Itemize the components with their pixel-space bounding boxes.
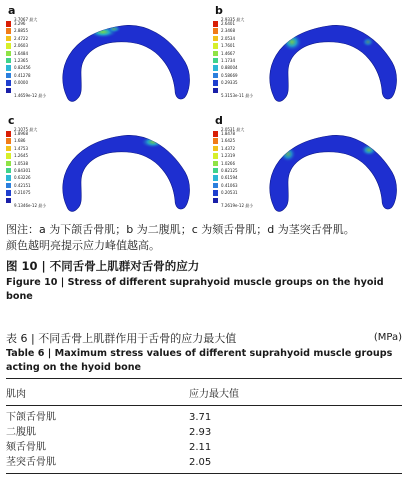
legend-swatch	[213, 190, 218, 196]
table-header-row	[6, 379, 402, 406]
legend-scale	[213, 130, 273, 204]
legend-tick-label: 3.296	[14, 21, 26, 26]
legend-swatch	[213, 36, 218, 42]
legend-tick-label: 1.4372	[221, 145, 235, 151]
legend-tick-label: 1.2365	[14, 57, 28, 63]
legend-tick-label: 1.6484	[14, 50, 28, 56]
legend-row	[6, 160, 66, 167]
table-cell-stress: 2.11	[189, 442, 212, 453]
legend-swatch	[6, 183, 11, 189]
legend-row	[6, 174, 66, 181]
legend-tick-label: 2.8855	[14, 28, 28, 34]
legend-tick-label: 2.3468	[221, 28, 235, 34]
legend-swatch	[6, 168, 11, 174]
figure-title-cn: 图 10 | 不同舌骨上肌群对舌骨的应力	[6, 259, 200, 273]
legend-swatch	[213, 153, 218, 159]
legend-row	[213, 57, 273, 64]
legend-row	[213, 27, 273, 34]
table-cell-stress: 2.05	[189, 455, 402, 474]
legend-row	[6, 35, 66, 42]
legend-tick-label: 0.41063	[221, 182, 238, 188]
panel-label: b	[215, 4, 223, 17]
legend-row	[213, 152, 273, 159]
figure-title-en: Figure 10 | Stress of different suprahyoid muscle groups on the hyoid bone	[6, 277, 384, 302]
table-cell-stress: 3.71	[189, 412, 212, 423]
legend-swatch	[213, 43, 218, 49]
legend-swatch	[213, 168, 218, 174]
legend-tick-label: 1.6425	[221, 138, 235, 144]
legend-tick-label: 0.29335	[221, 80, 238, 86]
legend-min-label: 1.4659e-12 最小	[14, 93, 47, 98]
legend-min-label: 9.1346e-12 最小	[14, 203, 47, 208]
table-row	[6, 425, 402, 440]
legend-scale	[213, 20, 273, 94]
stress-hotspot	[282, 33, 302, 51]
legend-swatch	[6, 51, 11, 57]
legend-row	[213, 64, 273, 71]
legend-row	[6, 79, 66, 86]
legend-swatch	[6, 190, 11, 196]
legend-swatch	[6, 80, 11, 86]
table-header-stress: 应力最大值	[189, 379, 402, 406]
legend-tick-label: 1.0266	[221, 160, 235, 166]
legend-tick-label: 2.0534	[221, 35, 235, 41]
legend-swatch	[213, 73, 218, 79]
legend-row	[6, 72, 66, 79]
legend-tick-label: 1.8968	[14, 131, 28, 136]
legend-swatch	[213, 161, 218, 167]
legend-tick-label: 2.0603	[14, 43, 28, 49]
hyoid-bone-mesh	[270, 135, 397, 211]
legend-tick-label: 1.686	[14, 138, 26, 144]
table-row	[6, 406, 402, 426]
legend-row	[213, 160, 273, 167]
legend-swatch	[213, 138, 218, 144]
legend-swatch	[213, 183, 218, 189]
legend-tick-label: 0.82125	[221, 167, 238, 173]
legend-row	[213, 72, 273, 79]
legend-swatch	[6, 21, 11, 27]
legend-row	[6, 57, 66, 64]
legend-swatch	[6, 65, 11, 71]
legend-row	[6, 50, 66, 57]
legend-swatch	[6, 175, 11, 181]
legend-tick-label: 0.21075	[14, 190, 31, 196]
panel-label: a	[8, 4, 16, 17]
legend-row	[6, 167, 66, 174]
legend-min-label: 7.2619e-12 最小	[221, 203, 254, 208]
legend-row	[6, 182, 66, 189]
legend-swatch	[213, 198, 218, 204]
legend-tick-label: 1.7601	[221, 43, 235, 49]
table-cell-muscle: 下颌舌骨肌	[6, 412, 56, 423]
figure-caption	[6, 222, 411, 254]
table-row	[6, 440, 402, 455]
legend-row	[213, 145, 273, 152]
table-header-muscle: 肌肉	[6, 379, 189, 406]
legend-row	[213, 167, 273, 174]
legend-row	[6, 189, 66, 196]
legend-tick-label: 0.61594	[221, 175, 238, 181]
legend-swatch	[6, 161, 11, 167]
legend-max-label: 2.9335 最大	[221, 17, 245, 22]
legend-tick-label: 0.63226	[14, 175, 31, 181]
table-cell-muscle: 二腹肌	[6, 427, 36, 438]
legend-row	[213, 50, 273, 57]
figure-panel	[210, 2, 410, 107]
legend-swatch	[213, 175, 218, 181]
panel-label: d	[215, 114, 223, 127]
stress-figure	[3, 2, 412, 217]
table-cell-stress: 2.93	[189, 427, 212, 438]
stress-legend	[213, 127, 273, 207]
legend-tick-label: 1.2645	[14, 153, 28, 159]
legend-tick-label: 0.84301	[14, 167, 31, 173]
stress-legend	[6, 127, 66, 207]
table-cell-muscle: 颏舌骨肌	[6, 442, 46, 453]
table-title-en: Table 6 | Maximum stress values of different suprahyoid muscle groups acting on the hyoid bone	[6, 348, 393, 373]
legend-tick-label: 1.0538	[14, 160, 28, 166]
legend-swatch	[213, 58, 218, 64]
legend-swatch	[213, 65, 218, 71]
legend-swatch	[6, 36, 11, 42]
figure-panel	[3, 2, 203, 107]
legend-swatch	[6, 28, 11, 34]
hyoid-bone-mesh	[63, 25, 190, 101]
caption-line: 颜色越明亮提示应力峰值越高。	[6, 239, 160, 252]
legend-row	[213, 20, 273, 27]
table-title-cn: 表 6 | 不同舌骨上肌群作用于舌骨的应力最大值	[6, 332, 237, 345]
legend-swatch	[6, 198, 11, 204]
legend-row	[6, 145, 66, 152]
legend-swatch	[213, 21, 218, 27]
legend-tick-label: 0.88004	[221, 65, 238, 71]
legend-swatch	[6, 131, 11, 137]
legend-tick-label: 1.1734	[221, 57, 235, 63]
legend-row	[213, 189, 273, 196]
legend-row	[213, 137, 273, 144]
table-row	[6, 455, 402, 474]
stress-legend	[213, 17, 273, 97]
table-unit: (MPa)	[373, 332, 402, 343]
legend-row	[6, 20, 66, 27]
legend-swatch	[213, 88, 218, 94]
legend-row	[6, 130, 66, 137]
panel-label: c	[8, 114, 15, 127]
legend-swatch	[213, 51, 218, 57]
legend-tick-label: 0.42151	[14, 182, 31, 188]
table-cell-muscle: 茎突舌骨肌	[6, 455, 189, 474]
legend-row	[213, 182, 273, 189]
legend-row	[6, 137, 66, 144]
legend-row	[213, 79, 273, 86]
stress-table	[6, 378, 402, 474]
legend-swatch	[213, 28, 218, 34]
legend-swatch	[6, 153, 11, 159]
legend-swatch	[6, 146, 11, 152]
legend-swatch	[6, 43, 11, 49]
legend-swatch	[6, 138, 11, 144]
caption-line: 图注：a 为下颌舌骨肌；b 为二腹肌；c 为颏舌骨肌；d 为茎突舌骨肌。	[6, 223, 355, 236]
legend-min-label: 5.3153e-11 最小	[221, 93, 254, 98]
legend-tick-label: 0.0000	[14, 80, 28, 86]
legend-tick-label: 1.8478	[221, 131, 235, 136]
legend-row	[6, 64, 66, 71]
legend-row	[213, 35, 273, 42]
legend-tick-label: 0.41278	[14, 72, 31, 78]
legend-max-label: 2.0531 最大	[221, 127, 245, 132]
legend-swatch	[6, 73, 11, 79]
legend-tick-label: 1.4667	[221, 50, 235, 56]
legend-swatch	[6, 58, 11, 64]
legend-row	[213, 130, 273, 137]
legend-tick-label: 2.6401	[221, 21, 235, 26]
legend-tick-label: 1.2319	[221, 153, 235, 159]
legend-max-label: 3.7067 最大	[14, 17, 38, 22]
legend-row	[213, 174, 273, 181]
legend-tick-label: 1.4753	[14, 145, 28, 151]
legend-tick-label: 2.4722	[14, 35, 28, 41]
stress-hotspot	[280, 146, 296, 162]
stress-hotspot	[362, 37, 374, 47]
legend-tick-label: 0.20531	[221, 190, 238, 196]
legend-swatch	[213, 146, 218, 152]
stress-hotspot	[361, 144, 377, 156]
hyoid-bone-mesh	[63, 135, 190, 211]
figure-panel	[210, 112, 410, 217]
legend-tick-label: 0.58669	[221, 72, 238, 78]
legend-max-label: 2.1075 最大	[14, 127, 38, 132]
legend-row	[213, 42, 273, 49]
legend-swatch	[213, 131, 218, 137]
legend-row	[6, 27, 66, 34]
hyoid-bone-mesh	[270, 25, 397, 101]
figure-panel	[3, 112, 203, 217]
legend-scale	[6, 20, 66, 94]
legend-row	[6, 42, 66, 49]
legend-tick-label: 0.82456	[14, 65, 31, 71]
legend-swatch	[213, 80, 218, 86]
legend-scale	[6, 130, 66, 204]
stress-legend	[6, 17, 66, 97]
stress-hotspot	[141, 136, 165, 148]
legend-row	[6, 152, 66, 159]
legend-swatch	[6, 88, 11, 94]
